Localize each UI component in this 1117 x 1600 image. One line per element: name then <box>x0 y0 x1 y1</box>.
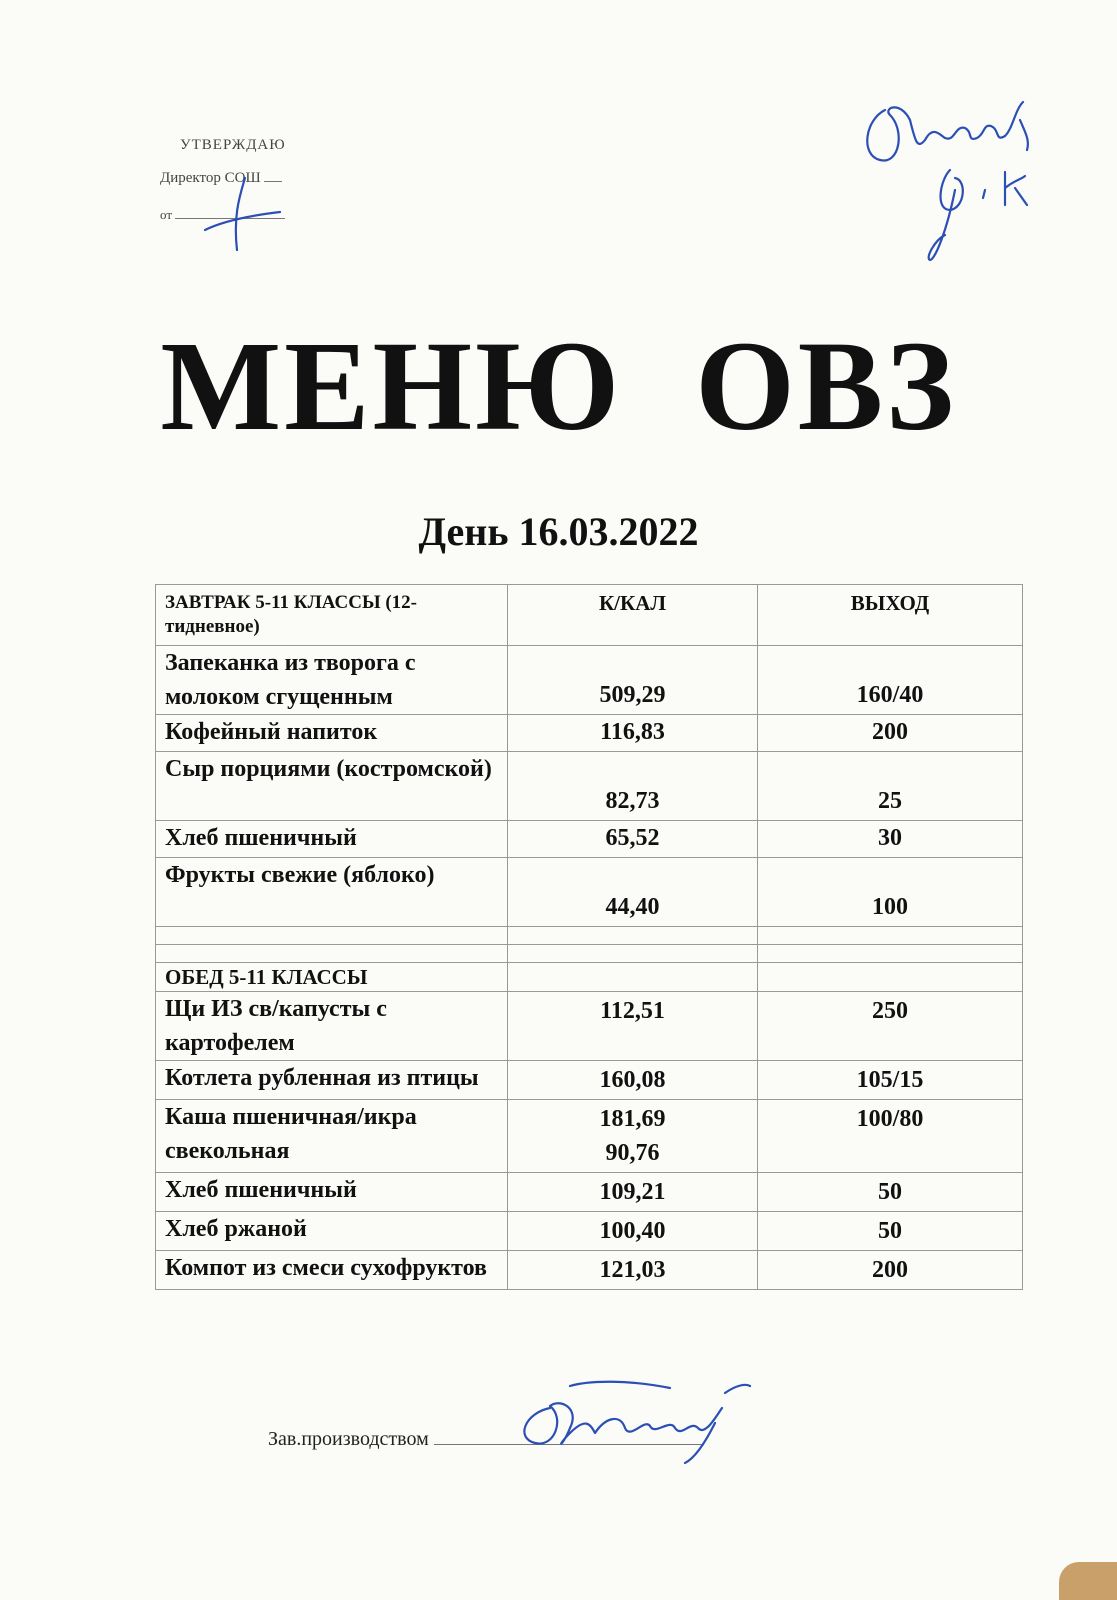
empty-cell <box>758 963 1023 992</box>
dish-yield: 100/80 <box>758 1100 1023 1173</box>
dish-yield: 50 <box>758 1212 1023 1251</box>
empty-row <box>156 927 1023 945</box>
breakfast-row <box>156 752 1023 821</box>
empty-cell <box>156 945 508 963</box>
lunch-row <box>156 1100 1023 1173</box>
production-manager-signature <box>510 1378 760 1468</box>
dish-kcal: 121,03 <box>508 1251 758 1290</box>
breakfast-row <box>156 858 1023 927</box>
approval-date: от <box>160 208 286 221</box>
empty-row <box>156 945 1023 963</box>
dish-name: Хлеб пшеничный <box>156 821 508 858</box>
page-title: МЕНЮ ОВЗ <box>160 315 957 457</box>
dish-name: Котлета рубленная из птицы <box>156 1061 508 1100</box>
dish-name: Сыр порциями (костромской) <box>156 752 508 821</box>
dish-name: Хлеб пшеничный <box>156 1173 508 1212</box>
lunch-header: ОБЕД 5-11 КЛАССЫ <box>156 963 508 992</box>
yield-column-header: ВЫХОД <box>758 585 1023 646</box>
approval-title: УТВЕРЖДАЮ <box>180 137 286 153</box>
dish-kcal: 82,73 <box>508 752 758 821</box>
menu-date: День 16.03.2022 <box>418 509 699 554</box>
breakfast-row <box>156 821 1023 858</box>
lunch-row <box>156 1212 1023 1251</box>
empty-cell <box>156 927 508 945</box>
approval-signature <box>185 170 285 260</box>
dish-yield: 100 <box>758 858 1023 927</box>
dish-kcal: 44,40 <box>508 858 758 927</box>
menu-table <box>155 584 1023 1290</box>
lunch-header-row <box>156 963 1023 992</box>
lunch-row <box>156 1173 1023 1212</box>
dish-kcal: 160,08 <box>508 1061 758 1100</box>
lunch-row <box>156 1251 1023 1290</box>
director-signature <box>855 80 1065 280</box>
dish-kcal: 181,69 90,76 <box>508 1100 758 1173</box>
empty-cell <box>508 945 758 963</box>
lunch-row <box>156 1061 1023 1100</box>
dish-yield: 25 <box>758 752 1023 821</box>
paper-stain <box>1059 1562 1117 1600</box>
dish-yield: 105/15 <box>758 1061 1023 1100</box>
empty-cell <box>758 945 1023 963</box>
dish-kcal: 100,40 <box>508 1212 758 1251</box>
approval-director: Директор СОШ <box>160 171 286 186</box>
dish-yield: 250 <box>758 992 1023 1061</box>
dish-yield: 50 <box>758 1173 1023 1212</box>
dish-name: Фрукты свежие (яблоко) <box>156 858 508 927</box>
empty-cell <box>758 927 1023 945</box>
dish-kcal: 112,51 <box>508 992 758 1061</box>
dish-kcal: 509,29 <box>508 646 758 715</box>
dish-name: Кофейный напиток <box>156 715 508 752</box>
dish-name: Запеканка из творога с молоком сгущенным <box>156 646 508 715</box>
breakfast-row <box>156 715 1023 752</box>
dish-name: Каша пшеничная/икра свекольная <box>156 1100 508 1173</box>
dish-kcal: 116,83 <box>508 715 758 752</box>
dish-yield: 200 <box>758 715 1023 752</box>
kcal-column-header: К/КАЛ <box>508 585 758 646</box>
empty-cell <box>508 963 758 992</box>
dish-name: Щи ИЗ св/капусты с картофелем <box>156 992 508 1061</box>
dish-name: Хлеб ржаной <box>156 1212 508 1251</box>
breakfast-row <box>156 646 1023 715</box>
dish-yield: 160/40 <box>758 646 1023 715</box>
production-manager-label: Зав.производством <box>268 1428 429 1450</box>
dish-kcal: 109,21 <box>508 1173 758 1212</box>
dish-kcal: 65,52 <box>508 821 758 858</box>
dish-yield: 200 <box>758 1251 1023 1290</box>
empty-cell <box>508 927 758 945</box>
dish-yield: 30 <box>758 821 1023 858</box>
dish-name: Компот из смеси сухофруктов <box>156 1251 508 1290</box>
breakfast-header-row <box>156 585 1023 646</box>
lunch-row <box>156 992 1023 1061</box>
breakfast-header: ЗАВТРАК 5-11 КЛАССЫ (12-тидневное) <box>156 585 508 646</box>
